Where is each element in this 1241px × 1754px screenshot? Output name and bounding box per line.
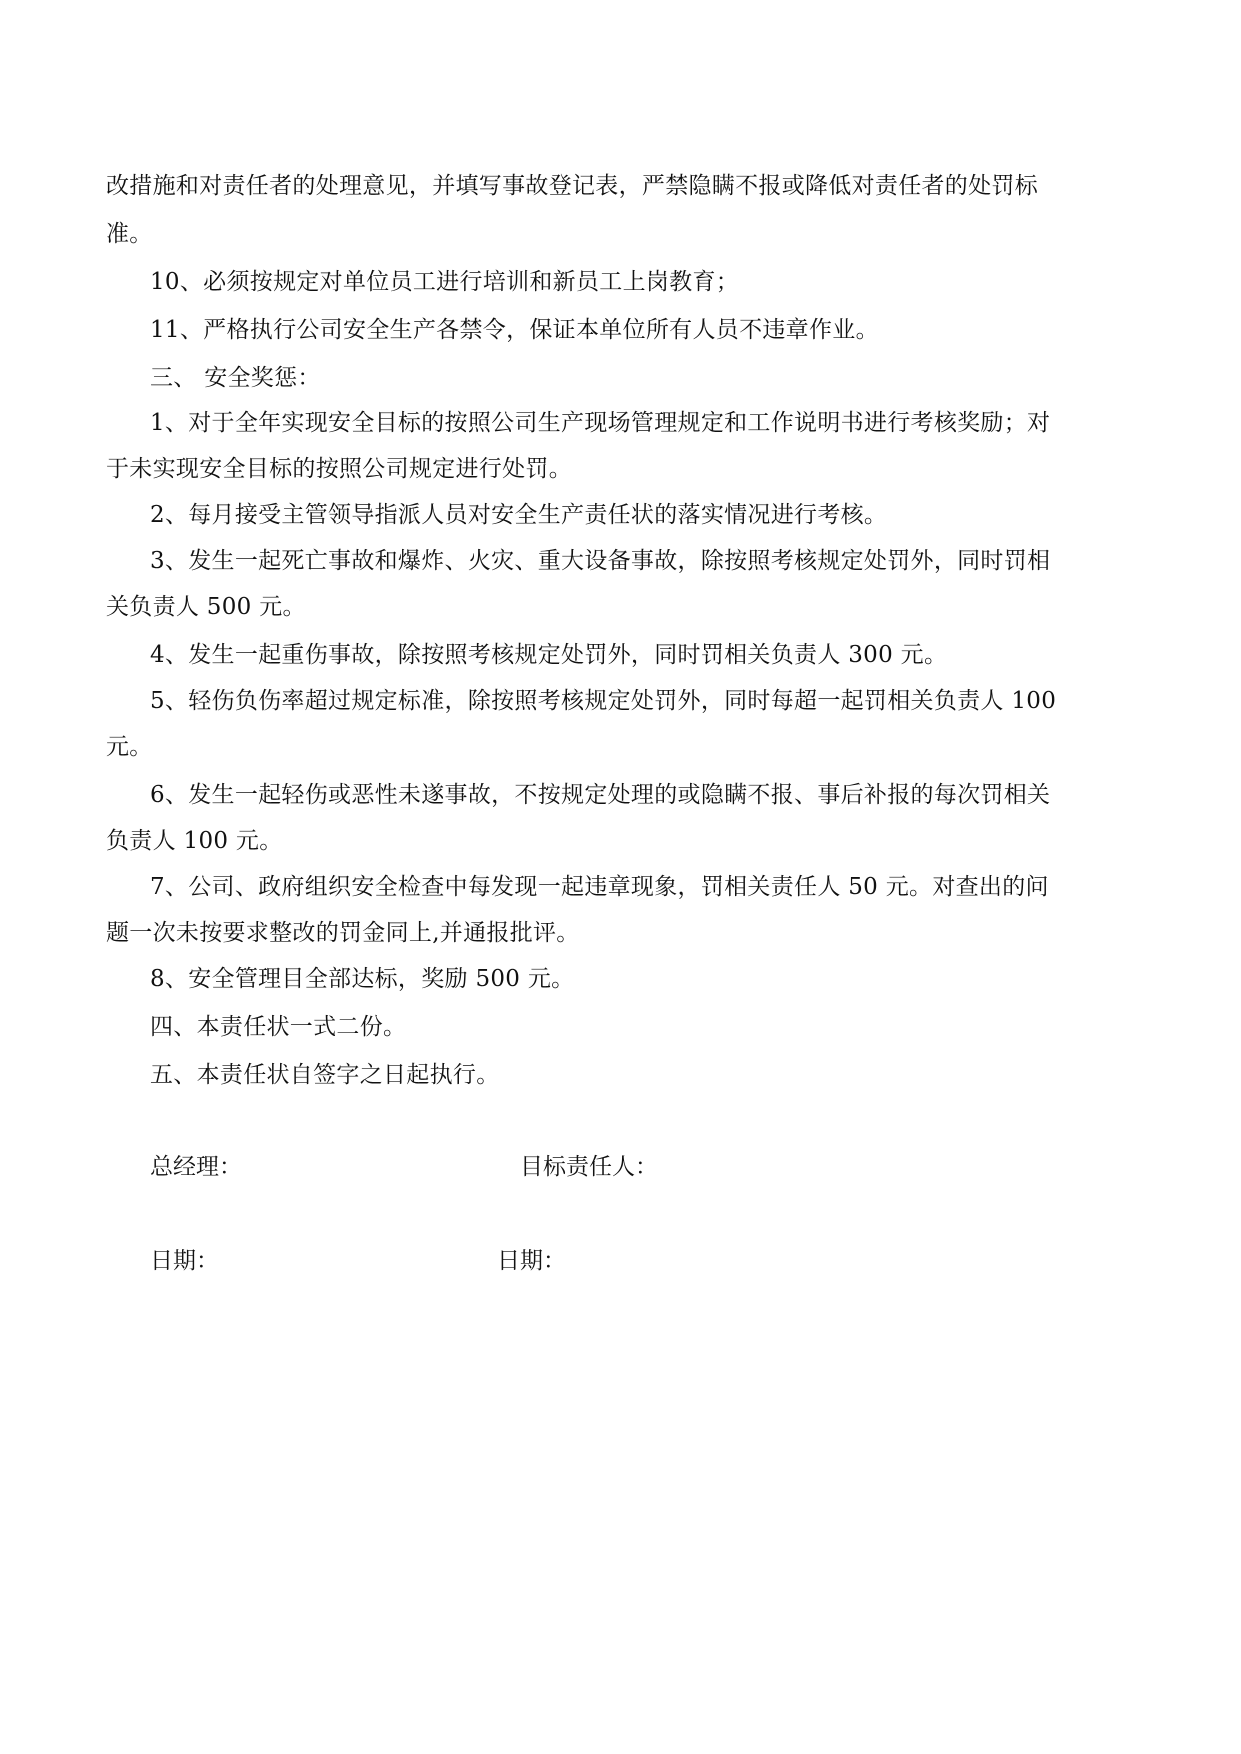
paragraph-line: 4、发生一起重伤事故，除按照考核规定处罚外，同时罚相关负责人 300 元。 [150,642,948,668]
paragraph-line: 5、轻伤负伤率超过规定标准，除按照考核规定处罚外，同时每超一起罚相关负责人 100 [150,688,1057,714]
paragraph-line: 元。 [106,734,153,760]
paragraph-line: 2、每月接受主管领导指派人员对安全生产责任状的落实情况进行考核。 [150,502,888,528]
paragraph-line: 准。 [106,221,153,247]
paragraph-line: 10、必须按规定对单位员工进行培训和新员工上岗教育； [150,269,740,295]
general-manager-signature-label: 总经理： [150,1154,242,1180]
paragraph-line: 1、对于全年实现安全目标的按照公司生产现场管理规定和工作说明书进行考核奖励；对 [150,410,1051,436]
responsible-person-signature-label: 目标责任人： [520,1154,658,1180]
paragraph-line: 题一次未按要求整改的罚金同上,并通报批评。 [106,920,580,946]
paragraph-line: 改措施和对责任者的处理意见，并填写事故登记表，严禁隐瞒不报或降低对责任者的处罚标 [106,173,1038,199]
paragraph-line: 11、严格执行公司安全生产各禁令，保证本单位所有人员不违章作业。 [150,317,879,343]
section-heading: 四、本责任状一式二份。 [150,1014,407,1040]
responsible-date-label: 日期： [497,1248,566,1274]
paragraph-line: 负责人 100 元。 [106,828,283,854]
manager-date-label: 日期： [150,1248,219,1274]
paragraph-line: 于未实现安全目标的按照公司规定进行处罚。 [106,456,572,482]
paragraph-line: 关负责人 500 元。 [106,594,306,620]
paragraph-line: 3、发生一起死亡事故和爆炸、火灾、重大设备事故，除按照考核规定处罚外，同时罚相 [150,548,1051,574]
paragraph-line: 7、公司、政府组织安全检查中每发现一起违章现象，罚相关责任人 50 元。对查出的问 [150,874,1049,900]
paragraph-line: 6、发生一起轻伤或恶性未遂事故，不按规定处理的或隐瞒不报、事后补报的每次罚相关 [150,782,1051,808]
section-heading: 五、本责任状自签字之日起执行。 [150,1062,500,1088]
paragraph-line: 8、安全管理目全部达标，奖励 500 元。 [150,966,575,992]
section-heading: 三、 安全奖惩： [150,365,321,391]
